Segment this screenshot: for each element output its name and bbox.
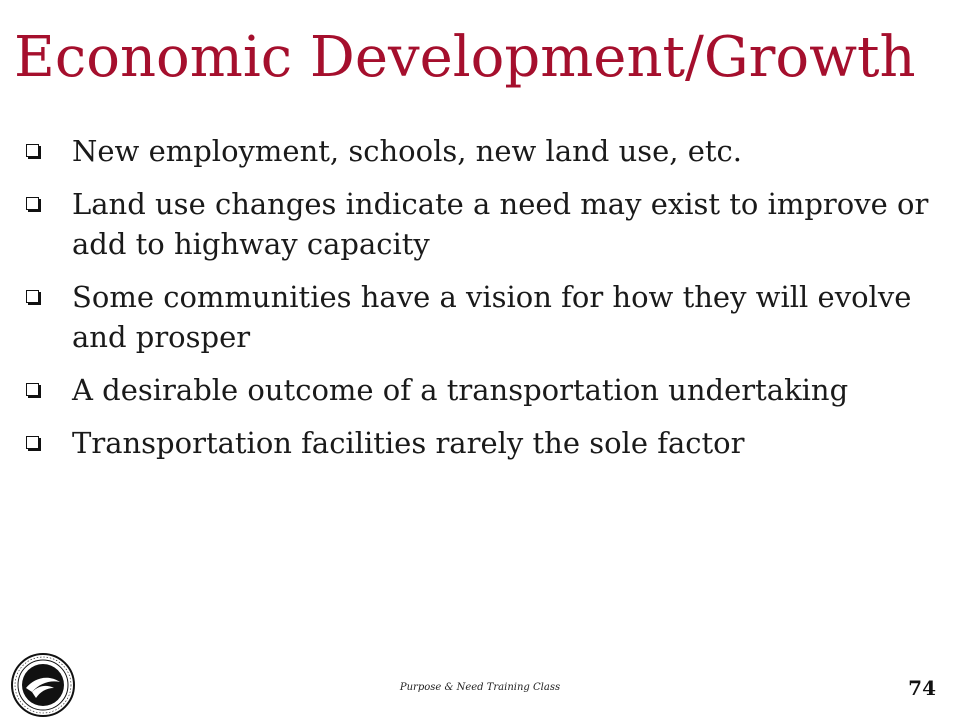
slide-title: Economic Development/Growth bbox=[14, 25, 916, 90]
bullet-text: Some communities have a vision for how they will evolve and prosper bbox=[72, 280, 912, 354]
page-number: 74 bbox=[908, 676, 936, 700]
bullet-text: Land use changes indicate a need may exist to improve or add to highway capacity bbox=[72, 187, 929, 261]
bullet-text: New employment, schools, new land use, etc. bbox=[72, 134, 743, 168]
bullet-text: A desirable outcome of a transportation undertaking bbox=[72, 373, 849, 407]
bullet-item bbox=[26, 184, 946, 264]
square-bullet-icon bbox=[26, 436, 39, 449]
square-bullet-icon bbox=[26, 383, 39, 396]
bullet-list bbox=[26, 131, 946, 476]
footer-text: Purpose & Need Training Class bbox=[399, 682, 561, 693]
bullet-item bbox=[26, 370, 946, 410]
square-bullet-icon bbox=[26, 144, 39, 157]
odot-seal-logo bbox=[10, 652, 76, 718]
square-bullet-icon bbox=[26, 197, 39, 210]
bullet-item bbox=[26, 277, 946, 357]
square-bullet-icon bbox=[26, 290, 39, 303]
bullet-item bbox=[26, 131, 946, 171]
bullet-item bbox=[26, 423, 946, 463]
bullet-text: Transportation facilities rarely the sole factor bbox=[72, 426, 745, 460]
